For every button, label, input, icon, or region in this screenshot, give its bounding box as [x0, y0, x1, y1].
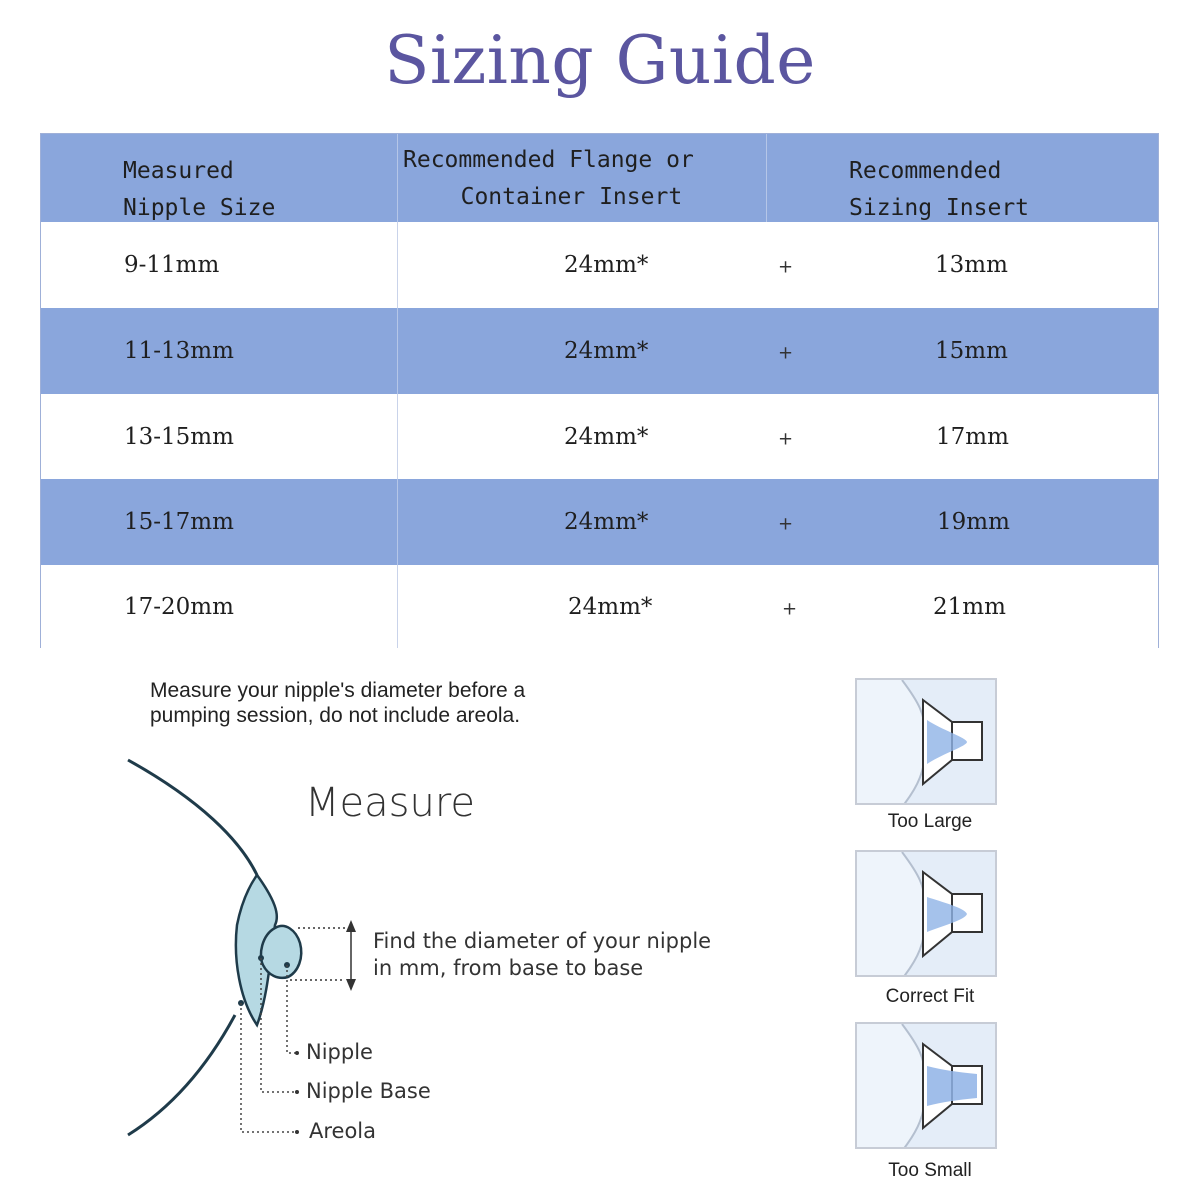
- fit-label-too-large: Too Large: [887, 811, 973, 832]
- label-areola: Areola: [309, 1119, 377, 1143]
- plus-icon: +: [782, 598, 798, 620]
- plus-icon: +: [778, 428, 794, 450]
- nipple-size-cell: 13-15mm: [124, 423, 234, 450]
- header-flange-line2: Container Insert: [460, 184, 683, 210]
- header-nipple-line1: Measured: [123, 158, 234, 184]
- arrow-up-icon: [346, 920, 356, 932]
- arrow-down-icon: [346, 979, 356, 991]
- nipple-leader: [287, 965, 297, 1053]
- nipple-size-cell: 17-20mm: [124, 593, 234, 620]
- find-text-line1: Find the diameter of your nipple: [373, 929, 712, 953]
- insert-cell: 13mm: [935, 252, 1008, 278]
- fit-label-correct: Correct Fit: [885, 986, 975, 1007]
- flange-too-small-icon: [857, 1024, 997, 1149]
- plus-icon: +: [778, 256, 794, 278]
- nipple-size-cell: 11-13mm: [124, 338, 234, 364]
- breast-outline-lower: [128, 1015, 235, 1135]
- insert-cell: 21mm: [933, 593, 1006, 620]
- page-title: Sizing Guide: [384, 22, 816, 99]
- flange-cell: 24mm*: [564, 338, 649, 364]
- header-insert-line2: Sizing Insert: [849, 195, 1030, 221]
- insert-cell: 15mm: [935, 338, 1008, 364]
- flange-too-large-icon: [857, 680, 997, 805]
- insert-cell: 17mm: [936, 423, 1009, 450]
- breast-outline-upper: [128, 760, 257, 875]
- header-flange-line1: Recommended Flange or: [403, 147, 694, 173]
- nipple-shape: [261, 926, 301, 978]
- flange-cell: 24mm*: [564, 423, 649, 450]
- label-nipple: Nipple: [306, 1040, 373, 1064]
- header-insert-line1: Recommended: [849, 158, 1002, 184]
- flange-correct-fit-icon: [857, 852, 997, 977]
- label-nipple-base: Nipple Base: [306, 1079, 431, 1103]
- flange-cell: 24mm*: [568, 593, 653, 620]
- measure-heading: Measure: [305, 780, 475, 826]
- fit-card-correct: [855, 850, 997, 977]
- nipple-size-cell: 15-17mm: [124, 509, 234, 535]
- insert-cell: 19mm: [937, 509, 1010, 535]
- plus-icon: +: [778, 513, 794, 535]
- areola-leader: [241, 1003, 297, 1132]
- fit-label-too-small: Too Small: [888, 1160, 972, 1181]
- header-nipple-line2: Nipple Size: [123, 195, 276, 221]
- fit-card-too-small: [855, 1022, 997, 1149]
- nipple-size-cell: 9-11mm: [124, 252, 220, 278]
- find-text-line2: in mm, from base to base: [373, 956, 644, 980]
- flange-cell: 24mm*: [564, 509, 649, 535]
- measure-note: Measure your nipple's diameter before a pumping session, do not include areola.: [150, 679, 526, 727]
- plus-icon: +: [778, 342, 794, 364]
- flange-cell: 24mm*: [564, 252, 649, 278]
- fit-card-too-large: [855, 678, 997, 805]
